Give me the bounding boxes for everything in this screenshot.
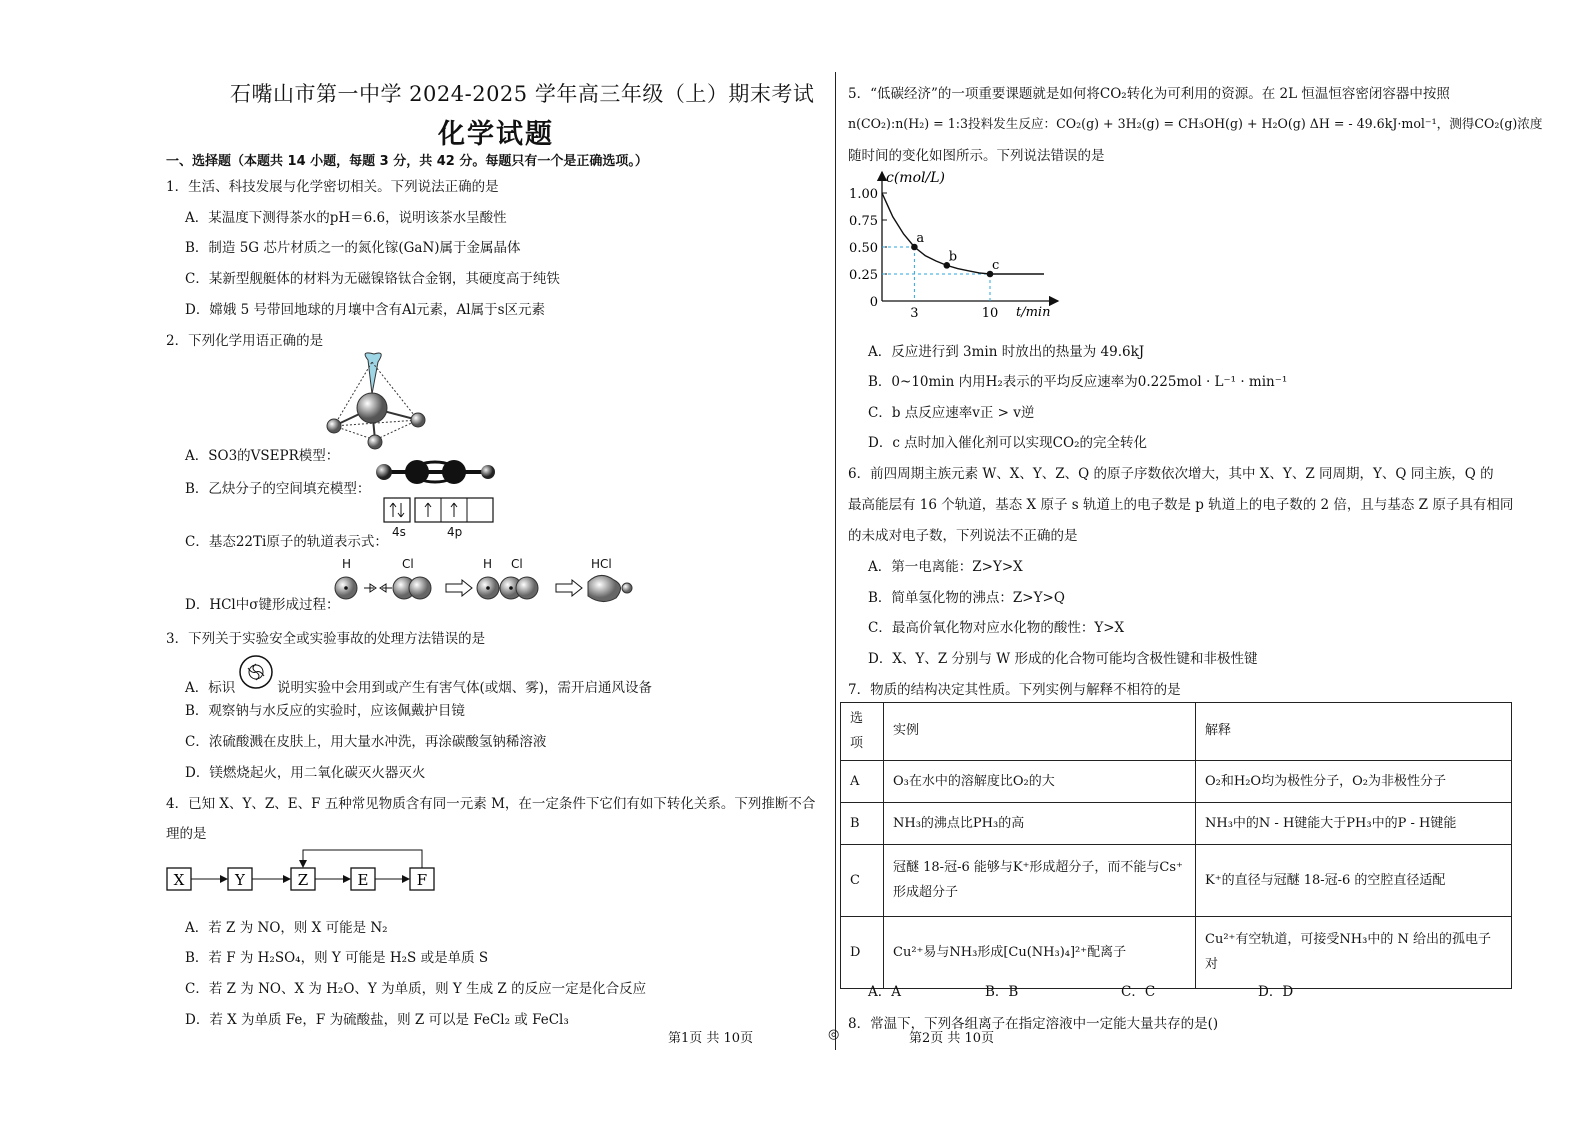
q5-line3: 随时间的变化如图所示。下列说法错误的是 [848, 148, 1105, 164]
box-y: Y [235, 871, 245, 889]
q5-line2: n(CO₂):n(H₂) = 1:3投料发生反应：CO₂(g) + 3H₂(g) = CH₃OH(g) + H₂O(g) ΔH = - 49.6kJ·mol⁻¹，测得CO₂(g)浓度 [848, 116, 1543, 131]
page-number-left: 第1页 共 10页 [668, 1031, 754, 1046]
q4-stem-line2: 理的是 [166, 826, 207, 842]
table-cell: NH₃的沸点比PH₃的高 [884, 803, 1196, 845]
q2-option-a: A．SO3的VSEPR模型： [185, 448, 340, 464]
q4-option-b: B．若 F 为 H₂SO₄，则 Y 可能是 H₂S 或是单质 S [185, 950, 489, 966]
table-row [841, 803, 1512, 845]
q6-line1: 6．前四周期主族元素 W、X、Y、Z、Q 的原子序数依次增大，其中 X、Y、Z 同周期，Y、Q 同主族，Q 的 [848, 466, 1494, 482]
q4-option-d: D．若 X 为单质 Fe，F 为硫酸盐，则 Z 可以是 FeCl₂ 或 FeCl₃ [185, 1012, 569, 1028]
table-row [841, 845, 1512, 917]
vsepr-model-image [320, 352, 440, 456]
q3-option-a-prefix: A．标识 [185, 680, 236, 696]
q6-option-c: C．最高价氧化物对应水化物的酸性：Y>X [868, 620, 1125, 636]
page-number-right: 第2页 共 10页 [909, 1031, 995, 1046]
q1-option-c: C．某新型舰艇体的材料为无磁镍铬钛合金钢，其硬度高于纯铁 [185, 271, 560, 287]
q1-option-b: B．制造 5G 芯片材质之一的氮化镓(GaN)属于金属晶体 [185, 240, 521, 256]
data-point-label-b: b [948, 249, 958, 265]
x-tick-label: 10 [981, 306, 999, 321]
q7-table [840, 702, 1512, 989]
ventilation-hazard-icon [236, 650, 276, 690]
q5-option-b: B．0~10min 内用H₂表示的平均反应速率为0.225mol · L⁻¹ · min⁻¹ [868, 374, 1288, 390]
table-cell: O₂和H₂O均为极性分子，O₂为非极性分子 [1196, 761, 1512, 803]
table-cell: A [841, 761, 884, 803]
orbital-label-4p: 4p [447, 525, 463, 539]
q7-option-a: A．A [868, 984, 901, 1000]
table-row [841, 761, 1512, 803]
exam-title: 石嘴山市第一中学 2024-2025 学年高三年级（上）期末考试 [230, 82, 815, 106]
q1-stem: 1．生活、科技发展与化学密切相关。下列说法正确的是 [166, 179, 499, 195]
table-cell: O₃在水中的溶解度比O₂的大 [884, 761, 1196, 803]
x-axis-label: t/min [1016, 305, 1051, 320]
table-row [841, 917, 1512, 989]
q5-line1: 5．“低碳经济”的一项重要课题就是如何将CO₂转化为可利用的资源。在 2L 恒温恒容密闭容器中按照 [848, 86, 1450, 102]
q5-option-a: A．反应进行到 3min 时放出的热量为 49.6kJ [868, 344, 1145, 360]
q3-option-c: C．浓硫酸溅在皮肤上，用大量水冲洗，再涂碳酸氢钠稀溶液 [185, 734, 547, 750]
q7-option-c: C．C [1121, 984, 1156, 1000]
q6-option-b: B．简单氢化物的沸点：Z>Y>Q [868, 590, 1065, 606]
q2-stem: 2．下列化学用语正确的是 [166, 333, 324, 349]
q6-line3: 的未成对电子数，下列说法不正确的是 [848, 528, 1078, 544]
orbital-label-4s: 4s [392, 525, 406, 539]
q6-option-d: D．X、Y、Z 分别与 W 形成的化合物可能均含极性键和非极性键 [868, 651, 1258, 667]
table-cell: Cu²⁺易与NH₃形成[Cu(NH₃)₄]²⁺配离子 [884, 917, 1196, 989]
hcl-label-hcl: HCl [591, 557, 612, 571]
q7-stem: 7．物质的结构决定其性质。下列实例与解释不相符的是 [848, 682, 1181, 698]
table-header-cell: 选项 [841, 703, 884, 761]
column-divider [835, 72, 836, 1050]
q3-option-b: B．观察钠与水反应的实验时，应该佩戴护目镜 [185, 703, 465, 719]
q5-option-c: C．b 点反应速率v正 > v逆 [868, 405, 1035, 421]
co2-series-line [882, 193, 1044, 274]
footer-mark: ◎ [828, 1027, 840, 1042]
q7-option-b: B．B [985, 984, 1019, 1000]
lone-pair-lobe [365, 353, 381, 394]
conversion-diagram [165, 846, 437, 894]
q5-option-d: D．c 点时加入催化剂可以实现CO₂的完全转化 [868, 435, 1147, 451]
q2-option-b: B．乙炔分子的空间填充模型： [185, 481, 371, 497]
table-cell: Cu²⁺有空轨道，可接受NH₃中的 N 给出的孤电子对 [1196, 917, 1512, 989]
q3-option-a-text: 说明实验中会用到或产生有害气体(或烟、雾)，需开启通风设备 [277, 680, 653, 696]
table-cell: B [841, 803, 884, 845]
box-x: X [173, 871, 185, 889]
section-heading: 一、选择题（本题共 14 小题，每题 3 分，共 42 分。每题只有一个是正确选项。） [166, 154, 648, 169]
subject-title: 化学试题 [438, 119, 554, 150]
table-cell: NH₃中的N - H键能大于PH₃中的P - H键能 [1196, 803, 1512, 845]
y-tick-label: 0.75 [849, 214, 878, 229]
y-tick-label: 0 [869, 295, 878, 310]
box-f: F [416, 871, 428, 889]
q4-option-c: C．若 Z 为 NO、X 为 H₂O、Y 为单质，则 Y 生成 Z 的反应一定是化合反应 [185, 981, 647, 997]
sigma-bond-diagram [330, 572, 640, 606]
q8-stem: 8．常温下，下列各组离子在指定溶液中一定能大量共存的是() [848, 1016, 1219, 1032]
q1-option-a: A．某温度下测得茶水的pH＝6.6，说明该茶水呈酸性 [185, 210, 507, 226]
hcl-label-cl2: Cl [511, 557, 523, 571]
acetylene-model-image [372, 458, 498, 486]
q3-option-d: D．镁燃烧起火，用二氧化碳灭火器灭火 [185, 765, 426, 781]
q2-option-d: D．HCl中σ键形成过程： [185, 597, 340, 613]
q6-line2: 最高能层有 16 个轨道，基态 X 原子 s 轨道上的电子数是 p 轨道上的电子数的 2 倍，且与基态 Z 原子具有相同 [848, 497, 1514, 513]
q1-option-d: D．嫦娥 5 号带回地球的月壤中含有Al元素，Al属于s区元素 [185, 302, 546, 318]
q4-option-a: A．若 Z 为 NO，则 X 可能是 N₂ [185, 920, 388, 936]
table-header-cell: 解释 [1196, 703, 1512, 761]
table-header-cell: 实例 [884, 703, 1196, 761]
q7-option-d: D．D [1258, 984, 1294, 1000]
y-tick-label: 1.00 [849, 187, 878, 202]
ti-orbital-diagram [383, 497, 495, 525]
x-tick-label: 3 [910, 306, 919, 321]
y-tick-label: 0.25 [849, 268, 878, 283]
box-z: Z [297, 871, 309, 889]
y-tick-label: 0.50 [849, 241, 878, 256]
table-cell: C [841, 845, 884, 917]
hcl-label-cl: Cl [402, 557, 414, 571]
box-e: E [357, 871, 369, 889]
table-header-row [841, 703, 1512, 761]
table-cell: K⁺的直径与冠醚 18-冠-6 的空腔直径适配 [1196, 845, 1512, 917]
hcl-label-h2: H [483, 557, 493, 571]
y-axis-label: c(mol/L) [886, 170, 945, 186]
table-cell: 冠醚 18-冠-6 能够与K⁺形成超分子，而不能与Cs⁺形成超分子 [884, 845, 1196, 917]
table-cell: D [841, 917, 884, 989]
concentration-time-chart [840, 164, 1070, 324]
q3-stem: 3．下列关于实验安全或实验事故的处理方法错误的是 [166, 631, 486, 647]
hcl-label-h: H [342, 557, 352, 571]
q4-stem-line1: 4．已知 X、Y、Z、E、F 五种常见物质含有同一元素 M，在一定条件下它们有如下转化关系。下列推断不合 [166, 796, 816, 812]
q6-option-a: A．第一电离能：Z>Y>X [868, 559, 1023, 575]
data-point-label-c: c [992, 258, 1000, 273]
q2-option-c: C．基态22Ti原子的轨道表示式： [185, 534, 388, 550]
data-point-label-a: a [916, 231, 925, 246]
